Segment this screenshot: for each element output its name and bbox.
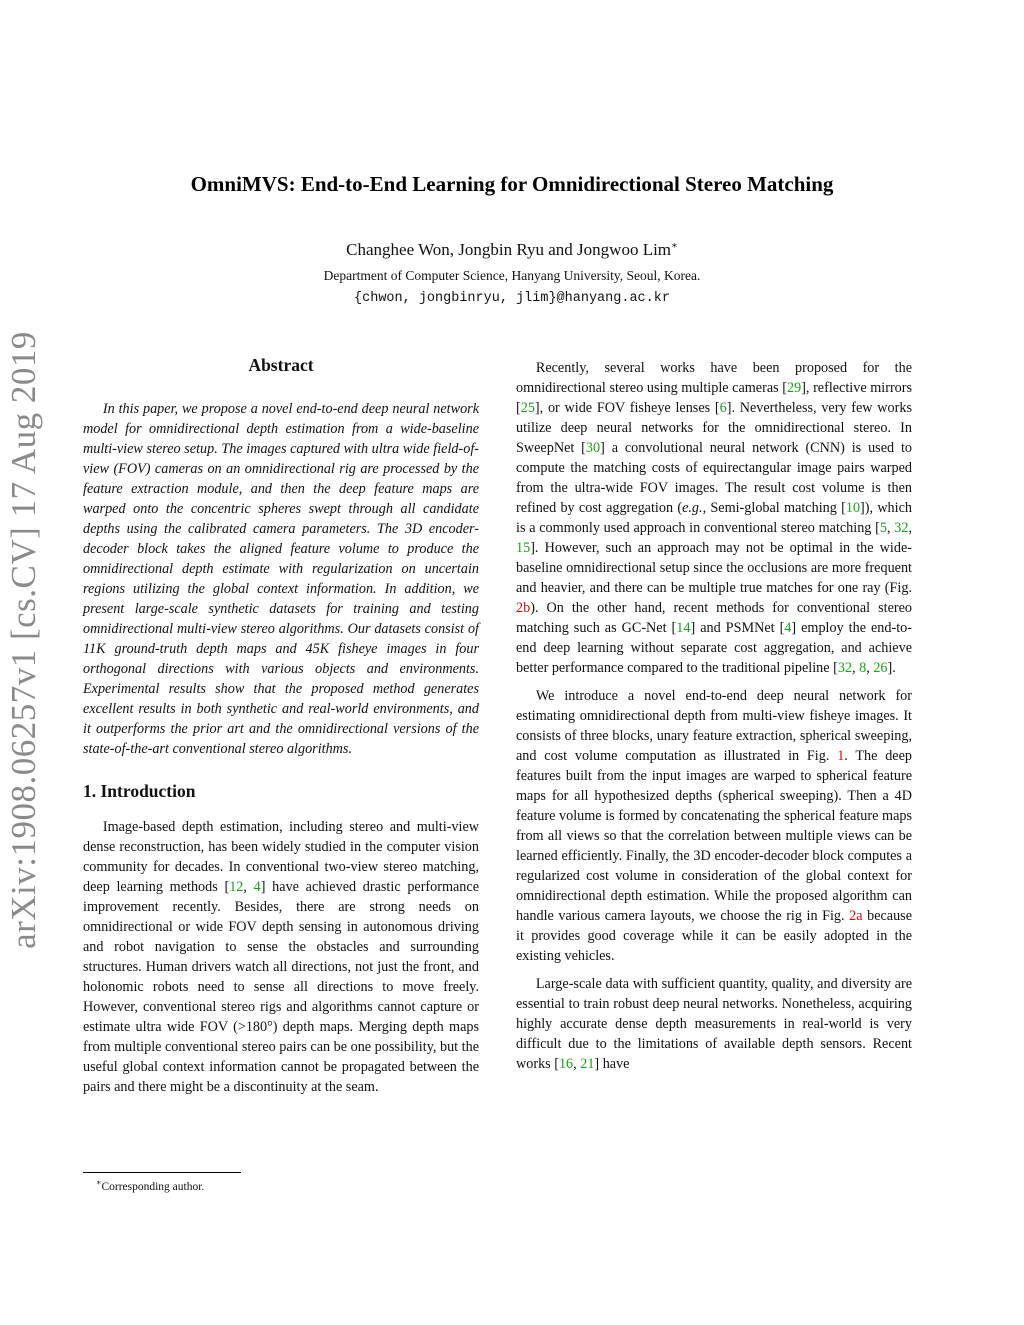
citation-link[interactable]: 14	[676, 620, 691, 636]
intro-paragraph-4: Large-scale data with sufficient quantity, quality, and diversity are essential to train robust deep neural networks. Nonetheless, acquiring highly accurate dense depth measurements in real-world is very difficult due to the limitations of available depth sensors. Recent works [16, 21] have	[516, 976, 912, 1072]
citation-link[interactable]: 30	[585, 440, 601, 456]
introduction-heading: 1. Introduction	[83, 781, 196, 801]
citation-link[interactable]: 4	[784, 620, 792, 636]
citation-link[interactable]: 29	[787, 380, 802, 396]
citation-link[interactable]: 26	[873, 660, 888, 676]
right-column	[516, 358, 912, 1074]
citation-link[interactable]: 16	[558, 1056, 574, 1072]
citation-link[interactable]: 8	[859, 660, 867, 676]
citation-link[interactable]: 4	[253, 879, 261, 895]
citation-link[interactable]: 32	[894, 520, 909, 536]
author-emails: {chwon, jongbinryu, jlim}@hanyang.ac.kr	[354, 291, 670, 306]
footnote-text: Corresponding author.	[101, 1180, 205, 1193]
citation-link[interactable]: 25	[520, 400, 535, 416]
figure-reference-link[interactable]: 1	[837, 748, 845, 764]
affiliation: Department of Computer Science, Hanyang University, Seoul, Korea.	[323, 268, 701, 283]
footnote-divider	[83, 1172, 241, 1173]
paper-title: OmniMVS: End-to-End Learning for Omnidirectional Stereo Matching	[190, 172, 834, 196]
citation-link[interactable]: 10	[845, 500, 861, 516]
citation-link[interactable]: 15	[516, 540, 531, 556]
footnote-mark: ∗	[96, 1178, 102, 1187]
corresponding-author-mark: ∗	[671, 240, 678, 252]
arxiv-identifier-text: arXiv:1908.06257v1 [cs.CV] 17 Aug 2019	[4, 331, 43, 949]
intro-paragraph-3: We introduce a novel end-to-end deep neural network for estimating omnidirectional depth from multi-view fisheye images. It consists of three blocks, unary feature extraction, spherical sweeping, and cost volume computation as illustrated in Fig. 1. The deep features built from the input images are warped to spherical feature maps for all hypothesized depths (spherical sweeping). Then a 4D feature volume is formed by concatenating the spherical feature maps from all views so that the correlation between multiple views can be learned efficiently. Finally, the 3D encoder-decoder block computes a regularized cost volume in consideration of the global context for omnidirectional depth estimation. While the proposed algorithm can handle various camera layouts, we choose the rig in Fig. 2a because it provides good coverage while it can be easily adopted in the existing vehicles.	[516, 688, 912, 964]
author-list	[0, 240, 1024, 260]
figure-reference-link[interactable]: 2a	[849, 908, 863, 924]
author-names: Changhee Won, Jongbin Ryu and Jongwoo Lim	[346, 240, 672, 259]
figure-reference-link[interactable]: 2b	[516, 600, 531, 616]
citation-link[interactable]: 21	[580, 1056, 595, 1072]
citation-link[interactable]: 12	[229, 879, 244, 895]
footnote	[96, 1178, 204, 1193]
citation-link[interactable]: 6	[719, 400, 727, 416]
citation-link[interactable]: 32	[837, 660, 853, 676]
intro-paragraph-2: Recently, several works have been proposed for the omnidirectional stereo using multiple cameras [29], reflective mirrors [25], or wide FOV fisheye lenses [6]. Nevertheless, very few works utilize deep neural networks for the omnidirectional stereo. In SweepNet [30] a convolutional neural network (CNN) is used to compute the matching costs of equirectangular image pairs warped from the ultra-wide FOV images. The result cost volume is then refined by cost aggregation (e.g., Semi-global matching [10]), which is a commonly used approach in conventional stereo matching [5, 32, 15]. However, such an approach may not be optimal in the wide-baseline omnidirectional setup since the occlusions are more frequent and heavier, and there can be multiple true matches for one ray (Fig. 2b). On the other hand, recent methods for conventional stereo matching such as GC-Net [14] and PSMNet [4] employ the end-to-end deep learning without separate cost aggregation, and achieve better performance compared to the traditional pipeline [32, 8, 26].	[516, 360, 913, 676]
abstract-heading: Abstract	[248, 355, 314, 375]
left-column	[83, 355, 479, 1097]
citation-link[interactable]: 5	[879, 520, 887, 536]
abstract-text: In this paper, we propose a novel end-to-end deep neural network model for omnidirectional depth estimation from a wide-baseline multi-view stereo setup. The images captured with ultra wide field-of-view (FOV) cameras on an omnidirectional rig are processed by the feature extraction module, and then the deep feature maps are warped onto the concentric spheres swept through all candidate depths using the calibrated camera parameters. The 3D encoder-decoder block takes the aligned feature volume to produce the omnidirectional depth estimate with regularization on uncertain regions utilizing the global context information. In addition, we present large-scale synthetic datasets for training and testing omnidirectional multi-view stereo algorithms. Our datasets consist of 11K ground-truth depth maps and 45K fisheye images in four orthogonal directions with various objects and environments. Experimental results show that the proposed method generates excellent results in both synthetic and real-world environments, and it outperforms the prior art and the omnidirectional versions of the state-of-the-art conventional stereo algorithms.	[83, 401, 479, 757]
intro-paragraph-1: Image-based depth estimation, including stereo and multi-view dense reconstruction, has been widely studied in the computer vision community for decades. In conventional two-view stereo matching, deep learning methods [12, 4] have achieved drastic performance improvement recently. Besides, there are strong needs on omnidirectional or wide FOV depth sensing in autonomous driving and robot navigation to sense the obstacles and surrounding structures. Human drivers watch all directions, not just the front, and holonomic robots need to sense all directions to move freely. However, conventional stereo rigs and algorithms cannot capture or estimate ultra wide FOV (>180°) depth maps. Merging depth maps from multiple conventional stereo pairs can be one possibility, but the useful global context information cannot be propagated between the pairs and there might be a discontinuity at the seam.	[83, 819, 479, 1095]
